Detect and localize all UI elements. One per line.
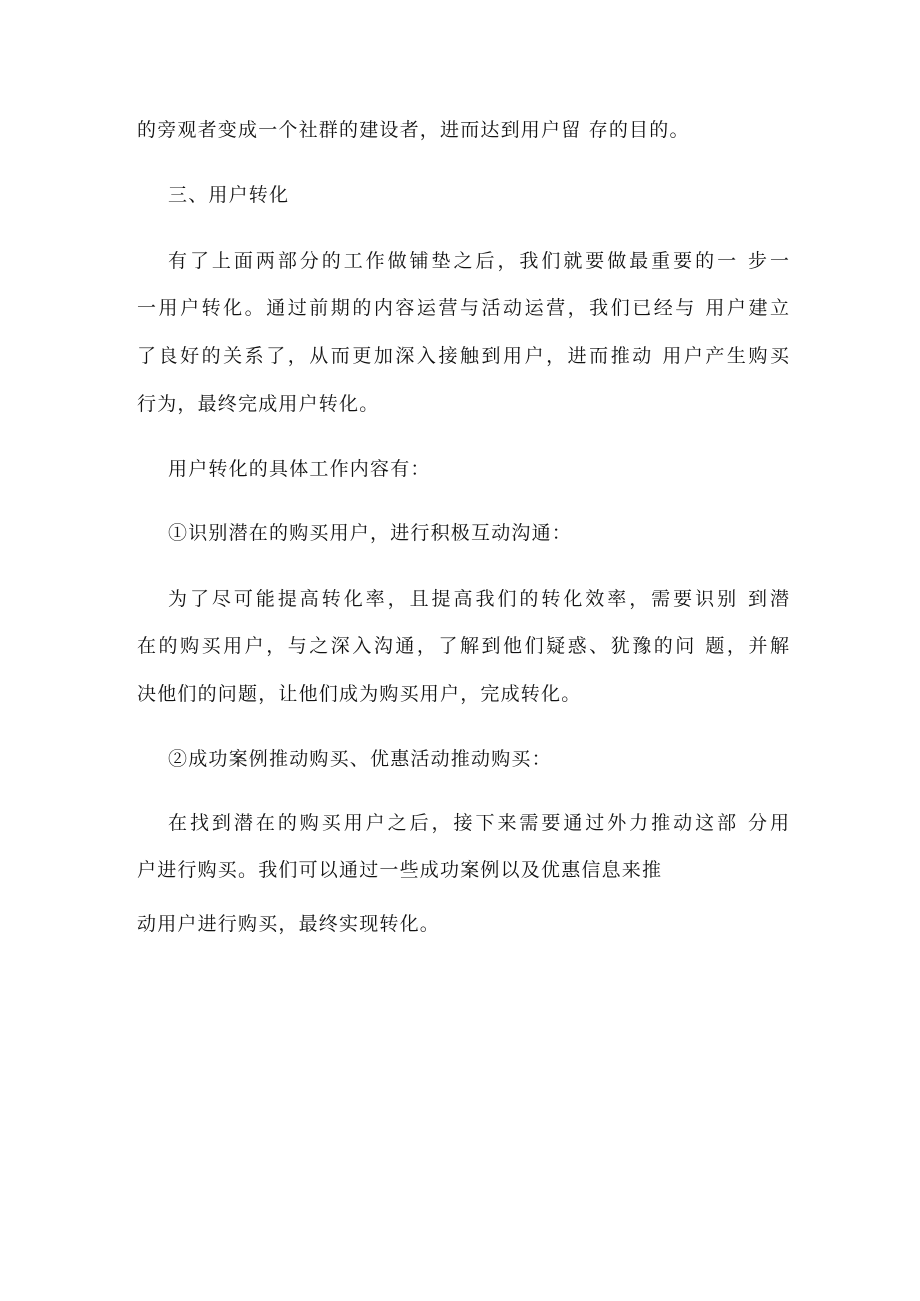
paragraph-line: 有了上面两部分的工作做铺垫之后，我们就要做最重要的一 步一 — [168, 250, 789, 272]
paragraph-line: 动用户进行购买，最终实现转化。 — [137, 913, 441, 935]
paragraph-line: 的旁观者变成一个社群的建设者，进而达到用户留 存的目的。 — [137, 119, 690, 141]
paragraph-line: 户进行购买。我们可以通过一些成功案例以及优惠信息来推 — [137, 859, 663, 881]
paragraph-line: 行为，最终完成用户转化。 — [137, 393, 380, 415]
paragraph-line: 用户转化的具体工作内容有： — [168, 458, 431, 480]
paragraph-line: 为了尽可能提高转化率，且提高我们的转化效率，需要识别 到潜 — [168, 588, 789, 610]
paragraph-line: 在的购买用户，与之深入沟通，了解到他们疑惑、犹豫的问 题，并解 — [137, 635, 789, 657]
paragraph-line: 决他们的问题，让他们成为购买用户，完成转化。 — [137, 683, 582, 705]
paragraph-line: 了良好的关系了，从而更加深入接触到用户，进而推动 用户产生购买 — [137, 345, 789, 367]
paragraph-line: 一用户转化。通过前期的内容运营与活动运营，我们已经与 用户建立 — [137, 297, 789, 319]
list-item-heading: ①识别潜在的购买用户，进行积极互动沟通： — [168, 522, 573, 544]
paragraph-line: 在找到潜在的购买用户之后，接下来需要通过外力推动这部 分用 — [168, 812, 789, 834]
list-item-heading: ②成功案例推动购买、优惠活动推动购买： — [168, 748, 552, 770]
section-heading: 三、用户转化 — [168, 184, 290, 206]
